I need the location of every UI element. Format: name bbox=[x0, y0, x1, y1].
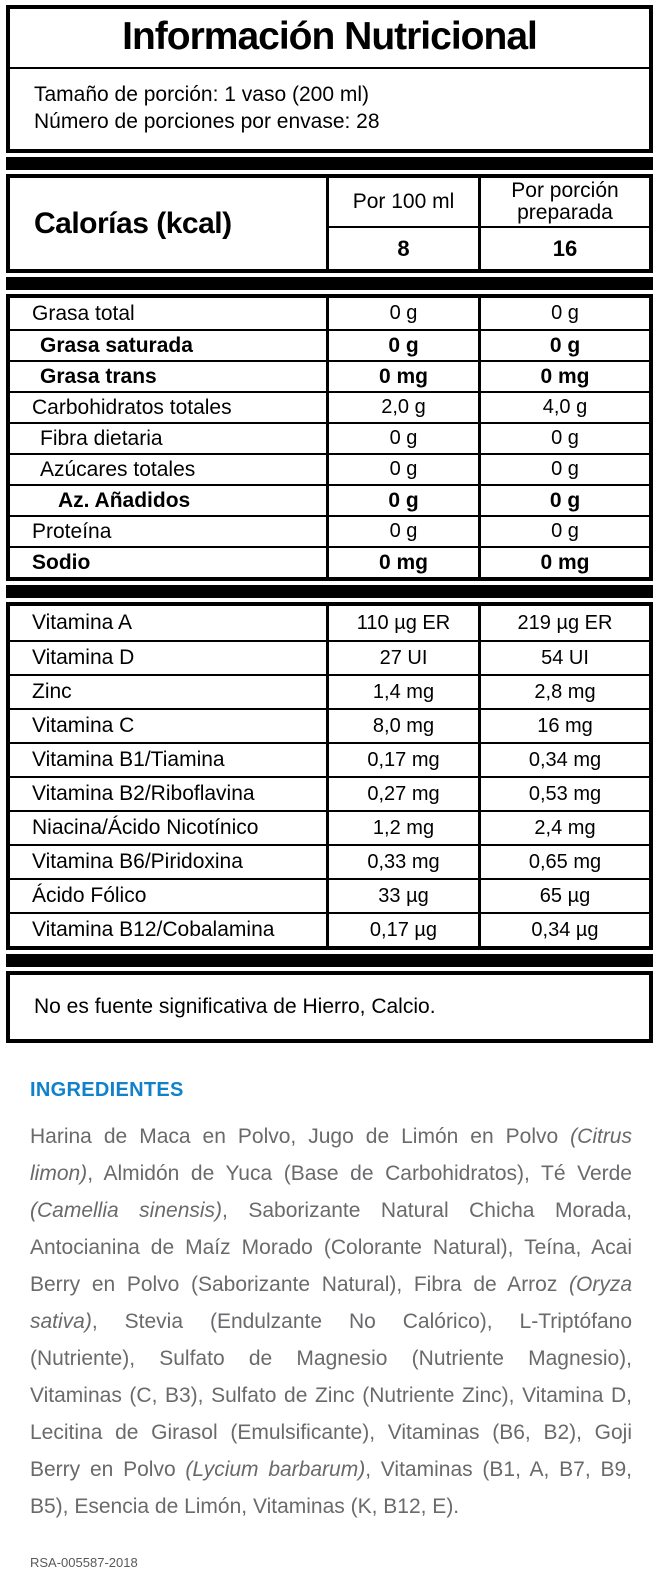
value-per-portion: 219 µg ER bbox=[478, 606, 649, 640]
value-per-100ml: 0 g bbox=[326, 517, 478, 546]
value-per-100ml: 0,33 mg bbox=[326, 846, 478, 878]
value-per-100ml: 0 mg bbox=[326, 548, 478, 577]
row-label: Vitamina C bbox=[32, 714, 135, 737]
table-row bbox=[10, 515, 649, 546]
value-per-100ml: 1,4 mg bbox=[326, 676, 478, 708]
row-label: Ácido Fólico bbox=[32, 884, 147, 907]
table-row bbox=[10, 360, 649, 391]
header-box bbox=[6, 5, 653, 153]
value-per-portion: 0,65 mg bbox=[478, 846, 649, 878]
row-label: Vitamina B1/Tiamina bbox=[32, 748, 225, 771]
label-title: Información Nutricional bbox=[10, 9, 649, 69]
row-label: Proteína bbox=[32, 519, 112, 543]
calories-per-100ml: 8 bbox=[326, 226, 478, 269]
footnote-text: No es fuente significativa de Hierro, Calcio. bbox=[34, 995, 436, 1018]
row-label: Grasa saturada bbox=[40, 333, 193, 357]
value-per-100ml: 0,27 mg bbox=[326, 778, 478, 810]
value-per-portion: 0 g bbox=[478, 455, 649, 484]
row-label: Grasa total bbox=[32, 301, 135, 325]
table-row bbox=[10, 844, 649, 878]
value-per-100ml: 0 mg bbox=[326, 362, 478, 391]
registration-code: RSA-005587-2018 bbox=[30, 1555, 138, 1570]
row-label: Grasa trans bbox=[40, 364, 157, 388]
ingredient-segment: (Citrus limon) bbox=[30, 1125, 632, 1185]
ingredient-segment: (Camellia sinensis) bbox=[30, 1199, 223, 1222]
value-per-portion: 0 g bbox=[478, 517, 649, 546]
column-header-per-100ml: Por 100 ml bbox=[326, 178, 478, 226]
value-per-portion: 65 µg bbox=[478, 880, 649, 912]
row-label: Az. Añadidos bbox=[58, 488, 191, 512]
ingredient-segment: , Stevia (Endulzante No Calórico), L-Triptófano (Nutriente), Sulfato de Magnesio (Nutriente Magnesio), Vitaminas (C, B3), Sulfato de Zinc (Nutriente Zinc), Vitamina D, Lecitina de Girasol (Emulsificante), Vitaminas (B6, B2), Goji Berry en Polvo bbox=[30, 1310, 632, 1481]
value-per-100ml: 0 g bbox=[326, 331, 478, 360]
table-row bbox=[10, 912, 649, 946]
value-per-100ml: 2,0 g bbox=[326, 393, 478, 422]
value-per-100ml: 110 µg ER bbox=[326, 606, 478, 640]
ingredients-text bbox=[30, 1118, 632, 1525]
ingredient-segment: Harina de Maca en Polvo, Jugo de Limón en Polvo bbox=[30, 1125, 571, 1148]
calories-label: Calorías (kcal) bbox=[34, 206, 232, 240]
table-row bbox=[10, 298, 649, 329]
value-per-100ml: 0 g bbox=[326, 455, 478, 484]
vitamins-table bbox=[6, 602, 653, 950]
row-label: Zinc bbox=[32, 680, 72, 703]
value-per-portion: 0 g bbox=[478, 331, 649, 360]
value-per-portion: 2,8 mg bbox=[478, 676, 649, 708]
section-divider-bar bbox=[6, 277, 653, 290]
value-per-100ml: 1,2 mg bbox=[326, 812, 478, 844]
row-label: Vitamina A bbox=[32, 611, 133, 634]
table-row bbox=[10, 640, 649, 674]
table-row bbox=[10, 546, 649, 577]
row-label: Vitamina B12/Cobalamina bbox=[32, 918, 275, 941]
value-per-portion: 0 mg bbox=[478, 548, 649, 577]
value-per-portion: 0,34 mg bbox=[478, 744, 649, 776]
table-row bbox=[10, 391, 649, 422]
ingredients-heading: INGREDIENTES bbox=[30, 1079, 184, 1101]
table-row bbox=[10, 329, 649, 360]
footnote-box bbox=[6, 971, 653, 1043]
row-label: Sodio bbox=[32, 550, 91, 574]
table-row bbox=[10, 453, 649, 484]
serving-size: Tamaño de porción: 1 vaso (200 ml) bbox=[34, 83, 370, 106]
value-per-portion: 0,53 mg bbox=[478, 778, 649, 810]
value-per-100ml: 0 g bbox=[326, 424, 478, 453]
value-per-100ml: 0 g bbox=[326, 486, 478, 515]
table-row bbox=[10, 708, 649, 742]
row-label: Carbohidratos totales bbox=[32, 395, 232, 419]
value-per-100ml: 0,17 µg bbox=[326, 914, 478, 946]
value-per-portion: 0 g bbox=[478, 424, 649, 453]
ingredient-segment: , Vitaminas (B1, A, B7, B9, B5), Esencia de Limón, Vitaminas (K, B12, E). bbox=[30, 1458, 632, 1518]
table-row bbox=[10, 810, 649, 844]
value-per-portion: 0 g bbox=[478, 298, 649, 329]
value-per-portion: 0 g bbox=[478, 486, 649, 515]
section-divider-bar bbox=[6, 585, 653, 598]
row-label: Vitamina D bbox=[32, 646, 135, 669]
value-per-portion: 16 mg bbox=[478, 710, 649, 742]
column-header-per-portion: Por porción preparada bbox=[478, 178, 649, 226]
table-row bbox=[10, 742, 649, 776]
table-row bbox=[10, 878, 649, 912]
ingredients-section bbox=[30, 1079, 632, 1525]
value-per-100ml: 33 µg bbox=[326, 880, 478, 912]
value-per-100ml: 27 UI bbox=[326, 642, 478, 674]
value-per-portion: 2,4 mg bbox=[478, 812, 649, 844]
table-row bbox=[10, 422, 649, 453]
value-per-portion: 0 mg bbox=[478, 362, 649, 391]
table-row bbox=[10, 674, 649, 708]
ingredient-segment: (Lycium barbarum) bbox=[185, 1458, 366, 1481]
calories-per-portion: 16 bbox=[478, 226, 649, 269]
value-per-100ml: 8,0 mg bbox=[326, 710, 478, 742]
section-divider-bar bbox=[6, 157, 653, 170]
value-per-100ml: 0 g bbox=[326, 298, 478, 329]
ingredient-segment: , Almidón de Yuca (Base de Carbohidratos), Té Verde bbox=[87, 1162, 632, 1185]
value-per-portion: 4,0 g bbox=[478, 393, 649, 422]
value-per-100ml: 0,17 mg bbox=[326, 744, 478, 776]
row-label: Fibra dietaria bbox=[40, 426, 163, 450]
value-per-portion: 54 UI bbox=[478, 642, 649, 674]
ingredient-segment: (Oryza sativa) bbox=[30, 1273, 632, 1333]
row-label: Niacina/Ácido Nicotínico bbox=[32, 816, 259, 839]
nutrients-table bbox=[6, 294, 653, 581]
section-divider-bar bbox=[6, 954, 653, 967]
row-label: Azúcares totales bbox=[40, 457, 196, 481]
value-per-portion: 0,34 µg bbox=[478, 914, 649, 946]
ingredient-segment: , Saborizante Natural Chicha Morada, Antocianina de Maíz Morado (Colorante Natural), Teína, Acai Berry en Polvo (Saborizante Natural), Fibra de Arroz bbox=[30, 1199, 632, 1296]
table-row bbox=[10, 484, 649, 515]
servings-per-container: Número de porciones por envase: 28 bbox=[34, 110, 380, 133]
calories-box bbox=[6, 174, 653, 273]
nutrition-label bbox=[6, 5, 653, 1043]
table-row bbox=[10, 606, 649, 640]
row-label: Vitamina B2/Riboflavina bbox=[32, 782, 255, 805]
row-label: Vitamina B6/Piridoxina bbox=[32, 850, 243, 873]
serving-info bbox=[10, 69, 649, 149]
table-row bbox=[10, 776, 649, 810]
